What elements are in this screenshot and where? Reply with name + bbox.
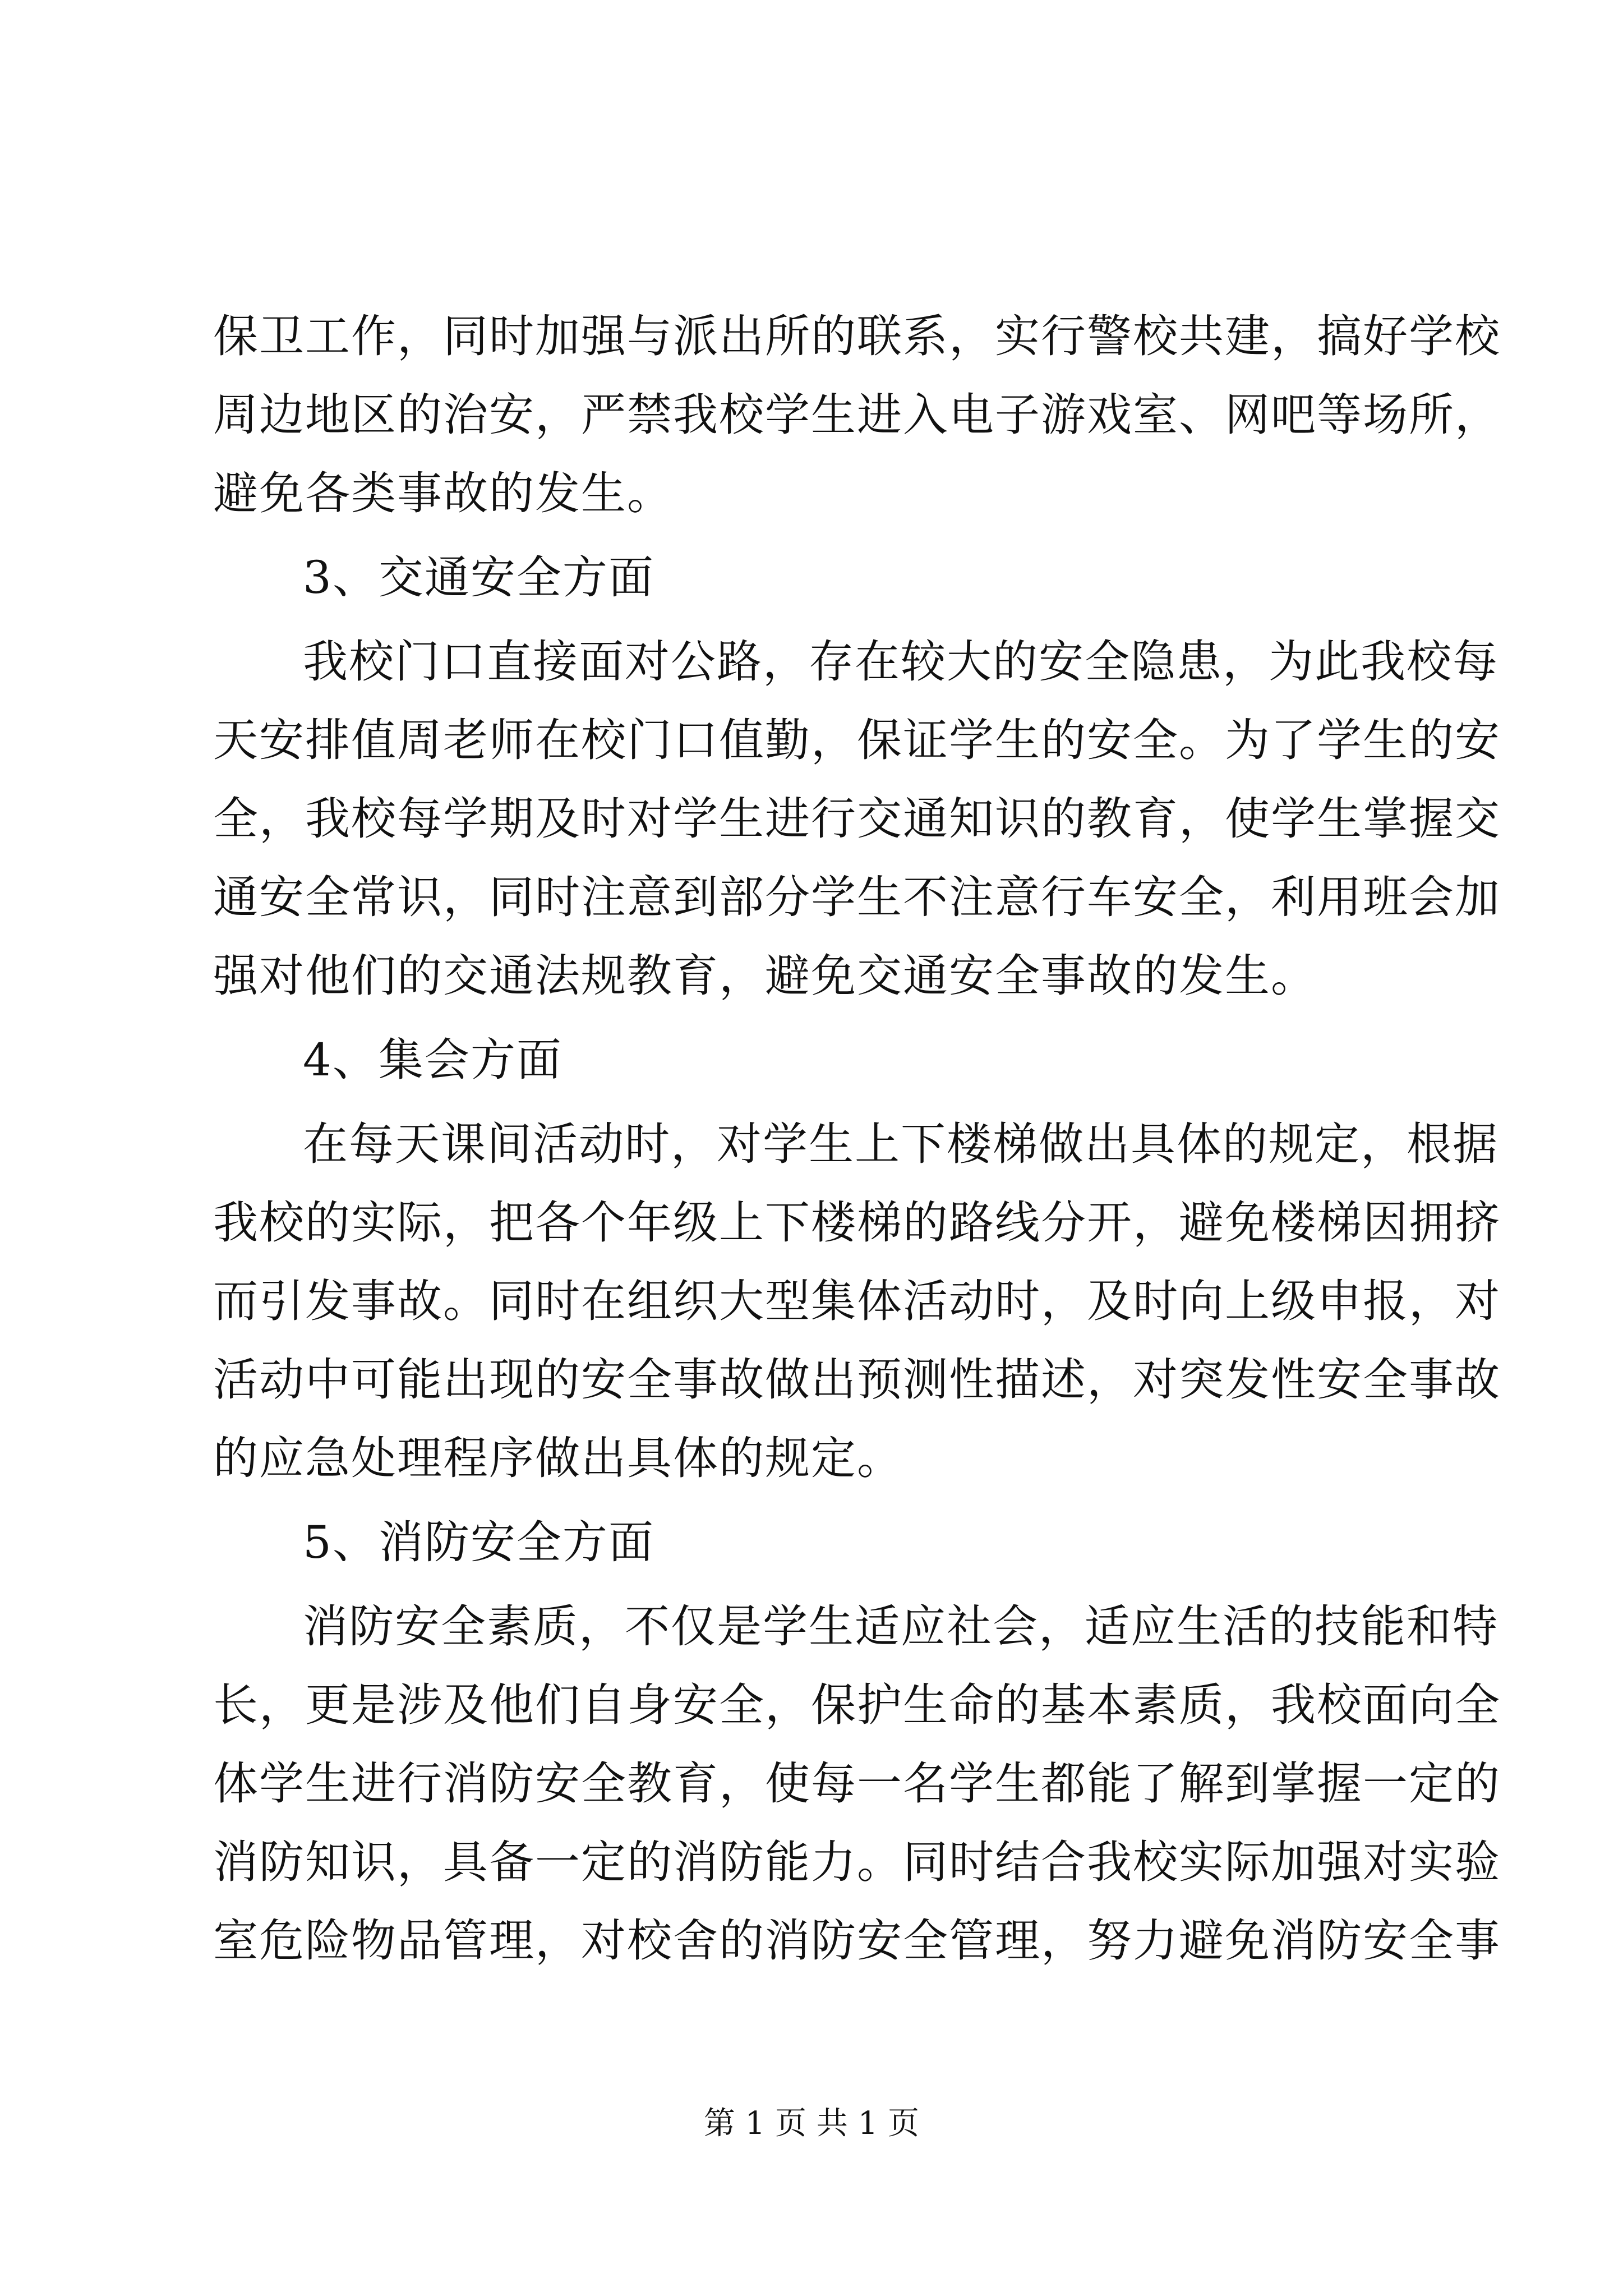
- paragraph-line: 我校门口直接面对公路，存在较大的安全隐患，为此我校每: [303, 636, 1498, 688]
- paragraph-line: 我校的实际，把各个年级上下楼梯的路线分开，避免楼梯因拥挤: [213, 1197, 1501, 1249]
- paragraph-line: 避免各类事故的发生。: [213, 467, 673, 519]
- section-heading-fire-safety: 5、消防安全方面: [303, 1516, 654, 1568]
- paragraph-line: 保卫工作，同时加强与派出所的联系，实行警校共建，搞好学校: [213, 310, 1501, 362]
- paragraph-line: 长，更是涉及他们自身安全，保护生命的基本素质，我校面向全: [213, 1679, 1501, 1731]
- paragraph-line: 而引发事故。同时在组织大型集体活动时，及时向上级申报，对: [213, 1275, 1501, 1327]
- paragraph-line: 消防安全素质，不仅是学生适应社会，适应生活的技能和特: [303, 1600, 1498, 1653]
- paragraph-line: 活动中可能出现的安全事故做出预测性描述，对突发性安全事故: [213, 1354, 1501, 1406]
- section-heading-assembly: 4、集会方面: [303, 1034, 562, 1086]
- section-heading-traffic-safety: 3、交通安全方面: [303, 551, 654, 604]
- paragraph-line: 室危险物品管理，对校舍的消防安全管理，努力避免消防安全事: [213, 1915, 1501, 1967]
- paragraph-line: 天安排值周老师在校门口值勤，保证学生的安全。为了学生的安: [213, 714, 1501, 766]
- paragraph-line: 通安全常识，同时注意到部分学生不注意行车安全，利用班会加: [213, 871, 1501, 923]
- paragraph-line: 体学生进行消防安全教育，使每一名学生都能了解到掌握一定的: [213, 1757, 1501, 1810]
- page-number-footer: 第 1 页 共 1 页: [703, 2105, 920, 2142]
- paragraph-line: 消防知识，具备一定的消防能力。同时结合我校实际加强对实验: [213, 1836, 1501, 1888]
- paragraph-line: 全，我校每学期及时对学生进行交通知识的教育，使学生掌握交: [213, 793, 1501, 845]
- paragraph-line: 的应急处理程序做出具体的规定。: [213, 1432, 903, 1484]
- paragraph-line: 在每天课间活动时，对学生上下楼梯做出具体的规定，根据: [303, 1118, 1498, 1170]
- paragraph-line: 强对他们的交通法规教育，避免交通安全事故的发生。: [213, 950, 1317, 1002]
- paragraph-line: 周边地区的治安，严禁我校学生进入电子游戏室、网吧等场所，: [213, 389, 1501, 441]
